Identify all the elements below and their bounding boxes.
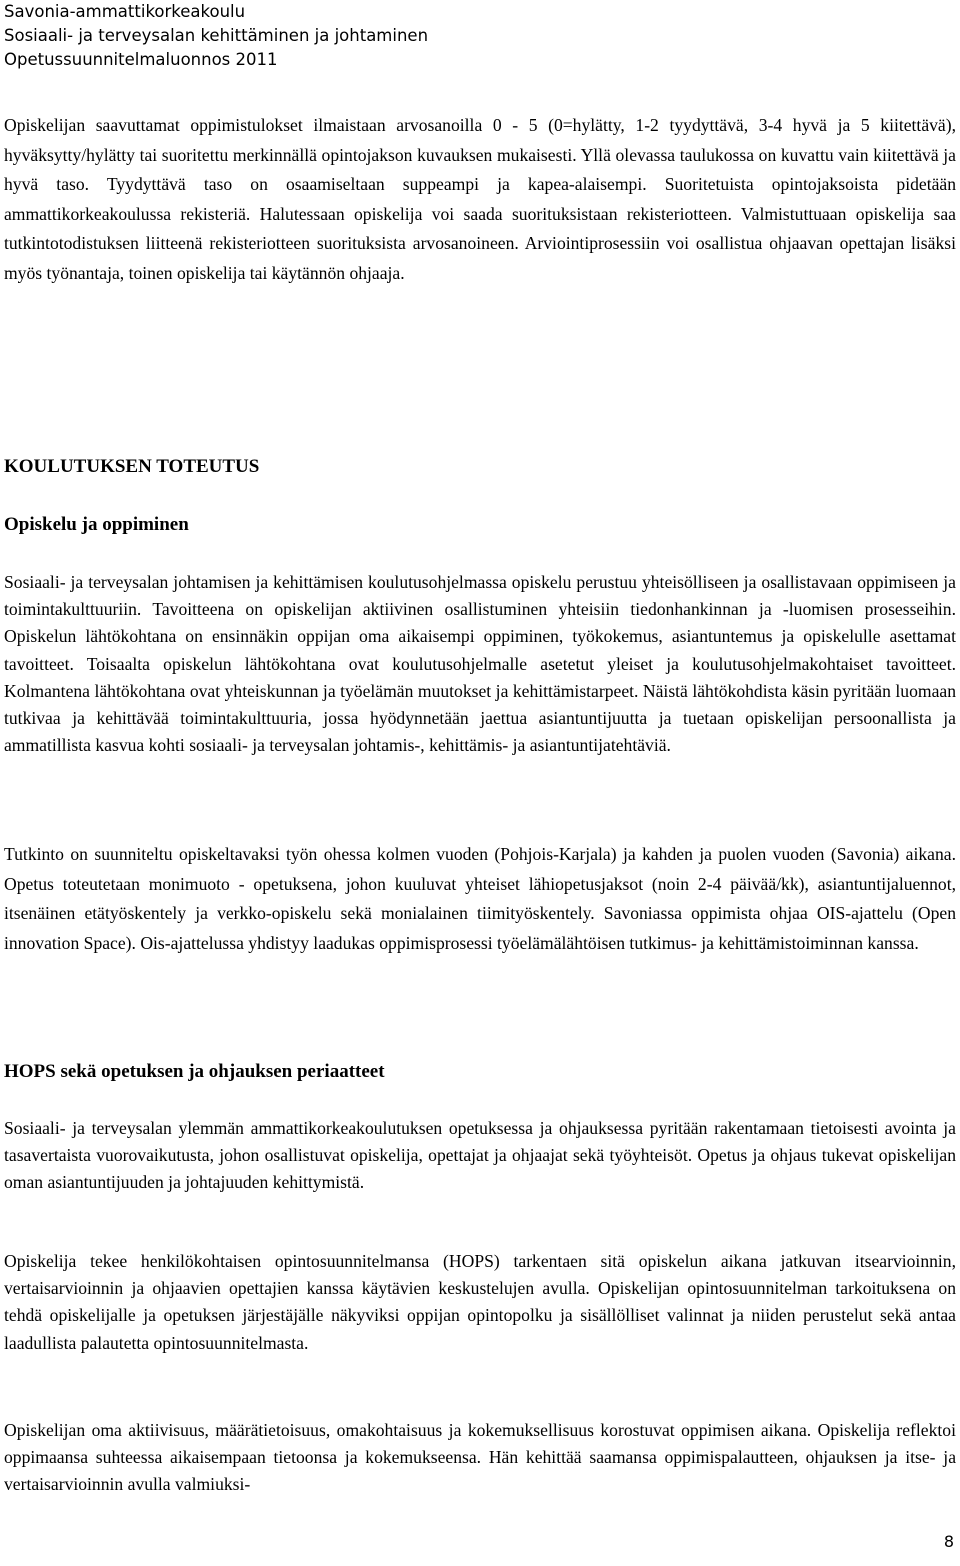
paragraph-teaching-guidance: Sosiaali- ja terveysalan ylemmän ammattikorkeakoulutuksen opetuksessa ja ohjauksessa pyritään rakentamaan tietoisesti avointa ja tasavertaista vuorovaikutusta, johon osallistuvat opiskelija, opettajat ja ohjaajat sekä työyhteisöt. Opetus ja ohjaus tukevat opiskelijan oman asiantuntijuuden ja johtajuuden kehittymistä. bbox=[4, 1118, 956, 1193]
intro-paragraph: Opiskelijan saavuttamat oppimistulokset ilmaistaan arvosanoilla 0 - 5 (0=hylätty, 1-2 tyydyttävä, 3-4 hyvä ja 5 kiitettävä), hyväksytty/hylätty tai suoritettu merkinnällä opintojakson kuvauksen mukaisesti. Yllä olevassa taulukossa on kuvattu vain kiitettävä ja hyvä taso. Tyydyttävä taso on osaamiseltaan suppeampi ja kapea-alaisempi. Suoritetuista opintojaksoista pidetään ammattikorkeakoulussa rekisteriä. Halutessaan opiskelija voi saada suorituksistaan rekisteriotteen. Valmistuttuaan opiskelija saa tutkintotodistuksen liitteenä rekisteriotteen suorituksista arvosanoineen. Arviointiprosessiin voi osallistua ohjaavan opettajan lisäksi myös työnantaja, toinen opiskelija tai käytännön ohjaaja. bbox=[4, 115, 956, 283]
paragraph-study-learning: Sosiaali- ja terveysalan johtamisen ja kehittämisen koulutusohjelmassa opiskelu perustuu yhteisölliseen ja osallistavaan oppimiseen ja toimintakulttuuriin. Tavoitteena on opiskelijan aktiivinen osallistuminen yhteisiin tiedonhankinnan ja -luomisen prosesseihin. Opiskelun lähtökohtana on ensinnäkin oppijan oma aikaisempi oppiminen, työkokemus, asiantuntemus ja opiskelulle asettamat tavoitteet. Toisaalta opiskelun lähtökohtana ovat koulutusohjelmalle asetetut yleiset ja koulutusohjelmakohtaiset tavoitteet. Kolmantena lähtökohtana ovat yhteiskunnan ja työelämän muutokset ja kehittämistarpeet. Näistä lähtökohdista käsin pyritään luomaan tutkivaa ja kehittävää toimintakulttuuria, jossa hyödynnetään jaettua asiantuntijuutta ja tuetaan opiskelijan persoonallista ja ammatillista kasvua kohti sosiaali- ja terveysalan johtamis-, kehittämis- ja asiantuntijatehtäviä. bbox=[4, 572, 956, 756]
page-header bbox=[4, 0, 428, 72]
sub-heading-hops: HOPS sekä opetuksen ja ohjauksen periaatteet bbox=[4, 1061, 385, 1082]
main-heading: KOULUTUKSEN TOTEUTUS bbox=[4, 456, 260, 477]
curriculum-version: Opetussuunnitelmaluonnos 2011 bbox=[4, 50, 278, 69]
institution-name: Savonia-ammattikorkeakoulu bbox=[4, 2, 246, 21]
paragraph-degree-delivery: Tutkinto on suunniteltu opiskeltavaksi työn ohessa kolmen vuoden (Pohjois-Karjala) ja kahden ja puolen vuoden (Savonia) aikana. Opetus toteutetaan monimuoto - opetuksena, johon kuuluvat yhteiset lähiopetusjaksot (noin 2-4 päivää/kk), asiantuntijaluennot, itsenäinen etätyöskentely ja verkko-opiskelu sekä monialainen tiimityöskentely. Savoniassa oppimista ohjaa OIS-ajattelu (Open innovation Space). Ois-ajattelussa yhdistyy laadukas oppimisprosessi työelämälähtöisen tutkimus- ja kehittämistoiminnan kanssa. bbox=[4, 844, 956, 953]
paragraph-student-activity: Opiskelijan oma aktiivisuus, määrätietoisuus, omakohtaisuus ja kokemuksellisuus korostuvat oppimisen aikana. Opiskelija reflektoi oppimaansa suhteessa aikaisempaan tietoonsa ja kokemukseensa. Hän kehittää saamansa oppimispalautteen, ohjauksen ja itse- ja vertaisarvioinnin avulla valmiuksi- bbox=[4, 1420, 956, 1495]
program-name: Sosiaali- ja terveysalan kehittäminen ja johtaminen bbox=[4, 26, 429, 45]
paragraph-hops: Opiskelija tekee henkilökohtaisen opintosuunnitelmansa (HOPS) tarkentaen sitä opiskelun aikana jatkuvan itsearvioinnin, vertaisarvioinnin ja ohjaavien opettajien kanssa käytävien keskustelujen avulla. Opiskelijan opintosuunnitelman tarkoituksena on tehdä opiskelijalle ja opetuksen järjestäjälle näkyviksi oppijan opintopolku ja sisällölliset valinnat ja niiden perustelut sekä antaa laadullista palautetta opintosuunnitelmasta. bbox=[4, 1251, 956, 1353]
page-number: 8 bbox=[943, 1532, 954, 1551]
sub-heading-study: Opiskelu ja oppiminen bbox=[4, 514, 189, 535]
